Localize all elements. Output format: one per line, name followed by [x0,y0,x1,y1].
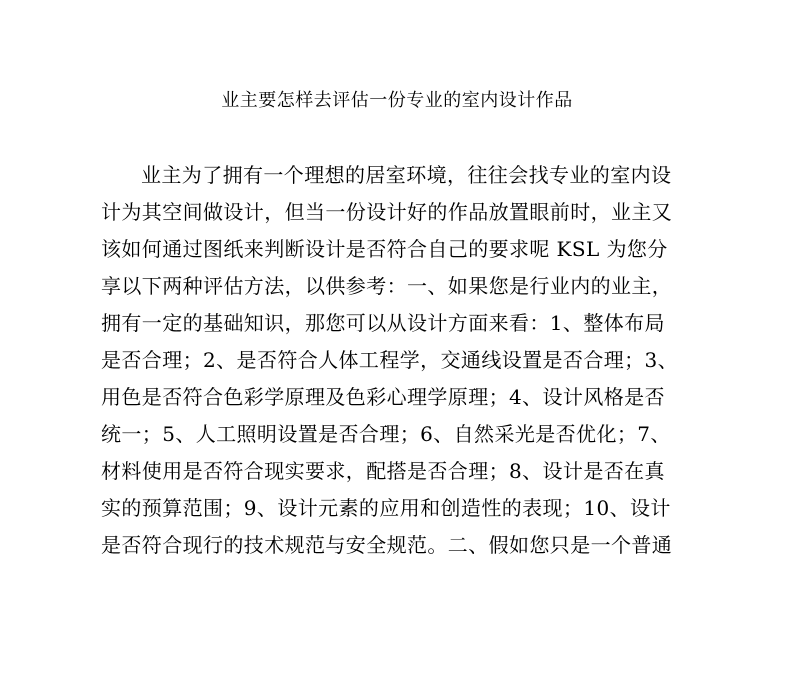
body-line: 是否符合现行的技术规范与安全规范。二、假如您只是一个普通 [101,533,673,557]
body-line: 是否合理；2、是否符合人体工程学，交通线设置是否合理；3、 [101,348,679,372]
body-line: 拥有一定的基础知识，那您可以从设计方面来看：1、整体布局 [101,311,665,335]
body-line: 用色是否符合色彩学原理及色彩心理学原理；4、设计风格是否 [101,385,665,409]
document-title: 业主要怎样去评估一份专业的室内设计作品 [221,90,573,111]
body-line: 材料使用是否符合现实要求，配搭是否合理；8、设计是否在真 [101,459,665,483]
body-line: 实的预算范围；9、设计元素的应用和创造性的表现；10、设计 [101,496,671,520]
body-line: 统一；5、人工照明设置是否合理；6、自然采光是否优化；7、 [101,422,671,446]
body-line: 该如何通过图纸来判断设计是否符合自己的要求呢 KSL 为您分 [101,237,668,261]
body-line: 享以下两种评估方法，以供参考：一、如果您是行业内的业主， [101,274,673,298]
body-line: 计为其空间做设计，但当一份设计好的作品放置眼前时，业主又 [101,200,673,224]
body-line: 业主为了拥有一个理想的居室环境，往往会找专业的室内设 [141,163,672,187]
